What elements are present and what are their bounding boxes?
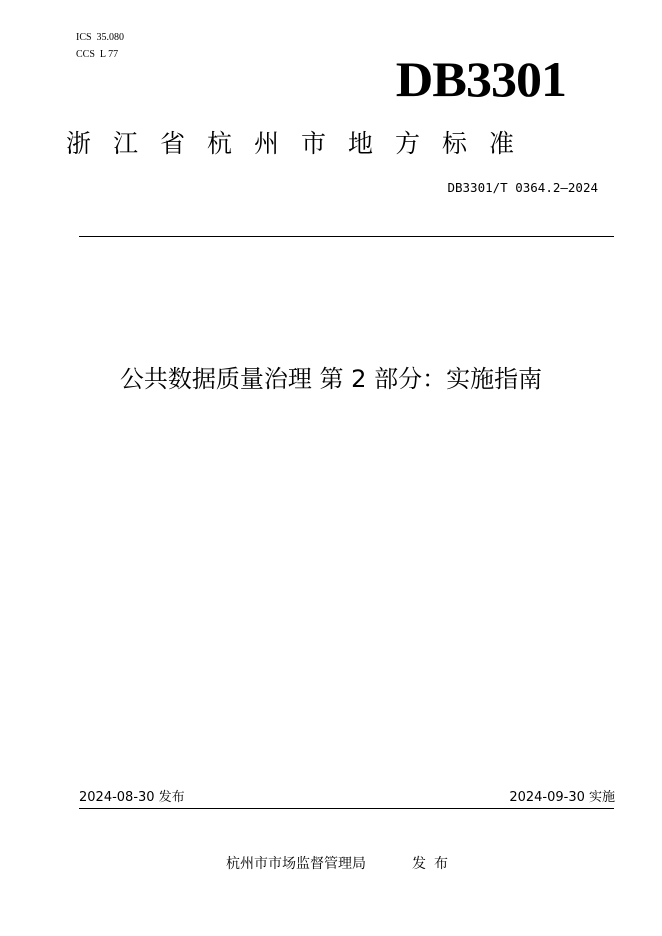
issuing-action: 发布 <box>412 856 456 872</box>
ics-code: ICS 35.080 <box>76 32 125 43</box>
issue-date: 2024-08-30 发布 <box>79 790 185 805</box>
footer-divider <box>79 808 614 809</box>
issuing-authority: 杭州市市场监督管理局 <box>226 856 366 872</box>
standard-level-name: 浙江省杭州市地方标准 <box>66 129 537 158</box>
implementation-date: 2024-09-30 实施 <box>509 790 615 805</box>
header-divider <box>79 236 614 237</box>
document-title: 公共数据质量治理 第 2 部分：实施指南 <box>119 365 543 393</box>
standard-number: DB3301/T 0364.2—2024 <box>447 180 598 195</box>
ccs-code: CCS L 77 <box>76 49 119 60</box>
db-standard-mark: DB3301 <box>395 53 566 108</box>
